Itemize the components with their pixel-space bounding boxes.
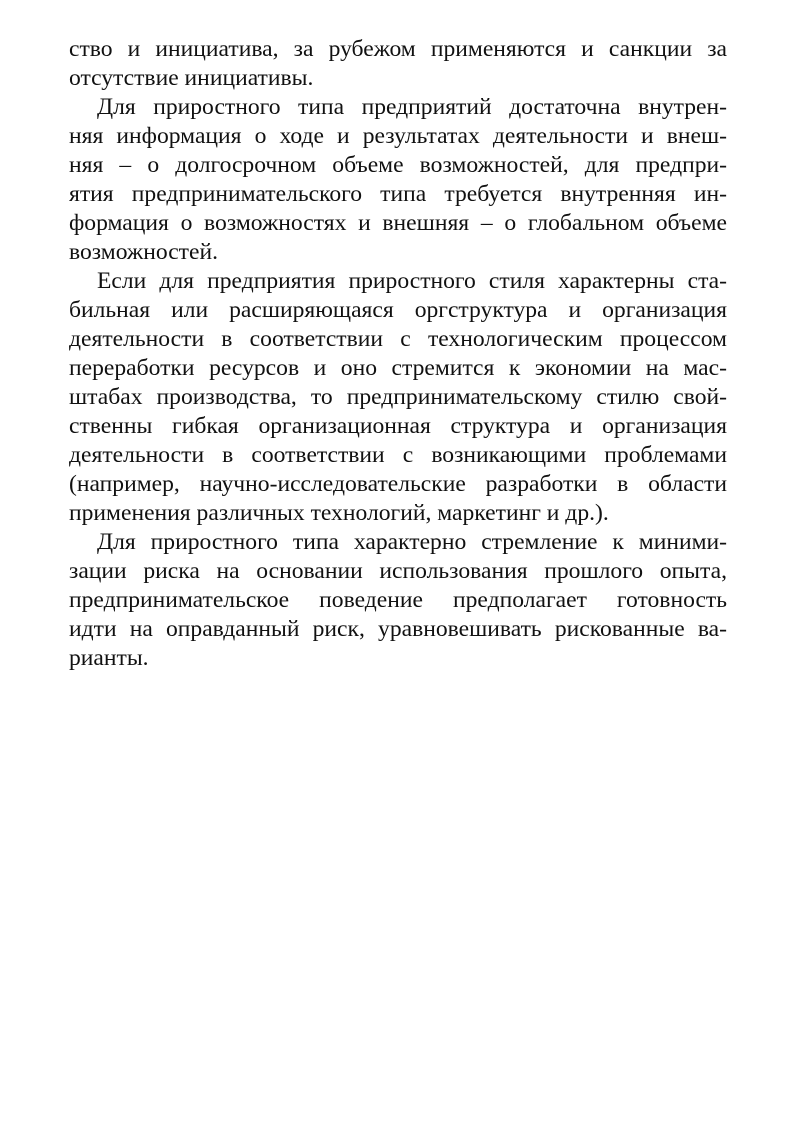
text-line: рианты. [69,645,149,671]
text-line: возможностей. [69,239,218,265]
text-line: ятия предпринимательского типа требуется внутренняя ин- [69,181,727,207]
text-line: бильная или расширяющаяся оргструктура и организация [69,297,727,323]
text-line: ство и инициатива, за рубежом применяются и санкции за [69,36,727,62]
text-line: переработки ресурсов и оно стремится к экономии на мас- [69,355,727,381]
text-line: няя информация о ходе и результатах деятельности и внеш- [69,123,727,149]
text-line: штабах производства, то предпринимательскому стилю свой- [69,384,727,410]
body-text [69,35,727,673]
text-line: идти на оправданный риск, уравновешивать рискованные ва- [69,616,727,642]
text-line: деятельности в соответствии с технологическим процессом [69,326,727,352]
text-line: Для приростного типа предприятий достаточна внутрен- [97,94,727,120]
text-line: отсутствие инициативы. [69,65,314,91]
text-line: ственны гибкая организационная структура и организация [69,413,727,439]
text-line: Для приростного типа характерно стремление к миними- [97,529,727,555]
text-line: предпринимательское поведение предполагает готовность [69,587,727,613]
text-line: деятельности в соответствии с возникающими проблемами [69,442,727,468]
text-line: применения различных технологий, маркетинг и др.). [69,500,609,526]
text-line: Если для предприятия приростного стиля характерны ста- [97,268,727,294]
text-line: няя – о долгосрочном объеме возможностей, для предпри- [69,152,727,178]
text-line: зации риска на основании использования прошлого опыта, [69,558,727,584]
text-line: (например, научно-исследовательские разработки в области [69,471,727,497]
text-line: формация о возможностях и внешняя – о глобальном объеме [69,210,727,236]
